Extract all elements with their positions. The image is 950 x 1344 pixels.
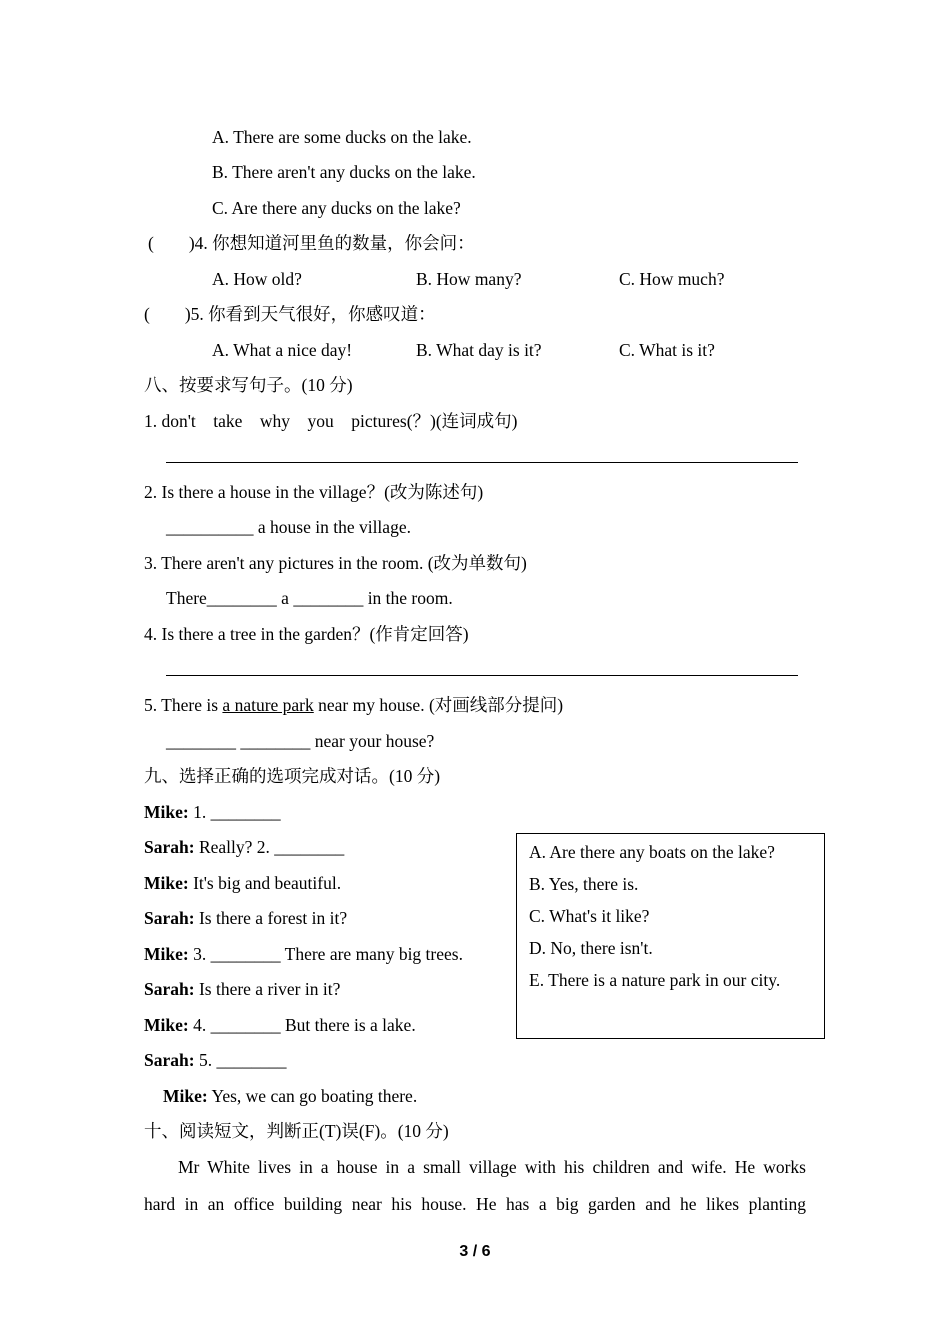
q3-option-c: C. Are there any ducks on the lake? — [212, 198, 461, 218]
speaker: Sarah: — [144, 837, 195, 857]
q4-stem: ( )4. 你想知道河里鱼的数量，你会问： — [148, 233, 475, 253]
speaker: Sarah: — [144, 908, 195, 928]
options-box — [516, 833, 825, 1039]
q5-stem: ( )5. 你看到天气很好，你感叹道： — [144, 304, 436, 324]
passage-line-1: Mr White lives in a house in a small village with his children and wife. He works — [178, 1157, 806, 1177]
section10-title: 十、阅读短文，判断正(T)误(F)。(10 分) — [144, 1121, 449, 1141]
q5-option-c: C. What is it? — [619, 340, 715, 360]
speaker: Sarah: — [144, 1050, 195, 1070]
dialogue-line — [144, 1014, 416, 1036]
s8-q5 — [144, 694, 563, 716]
utterance: 5. ________ — [194, 1050, 287, 1070]
dialogue-line — [144, 836, 344, 858]
s8-q5-pre: 5. There is — [144, 695, 223, 715]
s8-q4: 4. Is there a tree in the garden？(作肯定回答) — [144, 624, 469, 644]
passage-line-2: hard in an office building near his house. He has a big garden and he likes planting — [144, 1194, 806, 1214]
utterance: 3. ________ There are many big trees. — [188, 944, 463, 964]
s8-q5-answer: ________ ________ near your house? — [166, 731, 435, 751]
utterance: 1. ________ — [188, 802, 281, 822]
s8-q5-underlined: a nature park — [222, 695, 314, 715]
option-b: B. Yes, there is. — [529, 874, 639, 894]
q4-option-a: A. How old? — [212, 269, 302, 289]
s8-q2: 2. Is there a house in the village？(改为陈述句) — [144, 482, 484, 502]
speaker: Sarah: — [144, 979, 195, 999]
s8-q2-answer: __________ a house in the village. — [166, 517, 411, 537]
s8-q1: 1. don't take why you pictures(？)(连词成句) — [144, 411, 518, 431]
dialogue-line — [144, 943, 463, 965]
utterance: Really? 2. ________ — [194, 837, 345, 857]
dialogue-line — [144, 1049, 286, 1071]
utterance: 4. ________ But there is a lake. — [188, 1015, 416, 1035]
s8-q5-post: near my house. (对画线部分提问) — [313, 695, 564, 715]
utterance: It's big and beautiful. — [188, 873, 342, 893]
s8-q3-answer: There________ a ________ in the room. — [166, 588, 453, 608]
q3-option-a: A. There are some ducks on the lake. — [212, 127, 472, 147]
speaker: Mike: — [144, 944, 189, 964]
speaker: Mike: — [144, 1015, 189, 1035]
utterance: Yes, we can go boating there. — [207, 1086, 418, 1106]
section8-title: 八、按要求写句子。(10 分) — [144, 375, 353, 395]
dialogue-line — [144, 801, 281, 823]
dialogue-line — [144, 978, 340, 1000]
s8-q1-answer-line — [166, 462, 798, 463]
option-d: D. No, there isn't. — [529, 938, 653, 958]
section9-title: 九、选择正确的选项完成对话。(10 分) — [144, 766, 441, 786]
s8-q4-answer-line — [166, 675, 798, 676]
q5-option-b: B. What day is it? — [416, 340, 542, 360]
utterance: Is there a forest in it? — [194, 908, 348, 928]
q4-option-b: B. How many? — [416, 269, 522, 289]
option-e: E. There is a nature park in our city. — [529, 970, 781, 990]
dialogue-line — [163, 1085, 417, 1107]
page-number: 3 / 6 — [459, 1243, 491, 1260]
option-c: C. What's it like? — [529, 906, 650, 926]
speaker: Mike: — [144, 802, 189, 822]
s8-q3: 3. There aren't any pictures in the room. (改为单数句) — [144, 553, 527, 573]
q4-option-c: C. How much? — [619, 269, 725, 289]
utterance: Is there a river in it? — [194, 979, 341, 999]
q5-option-a: A. What a nice day! — [212, 340, 353, 360]
q3-option-b: B. There aren't any ducks on the lake. — [212, 162, 476, 182]
speaker: Mike: — [163, 1086, 208, 1106]
dialogue-line — [144, 907, 347, 929]
speaker: Mike: — [144, 873, 189, 893]
option-a: A. Are there any boats on the lake? — [529, 842, 775, 862]
dialogue-line — [144, 872, 341, 894]
